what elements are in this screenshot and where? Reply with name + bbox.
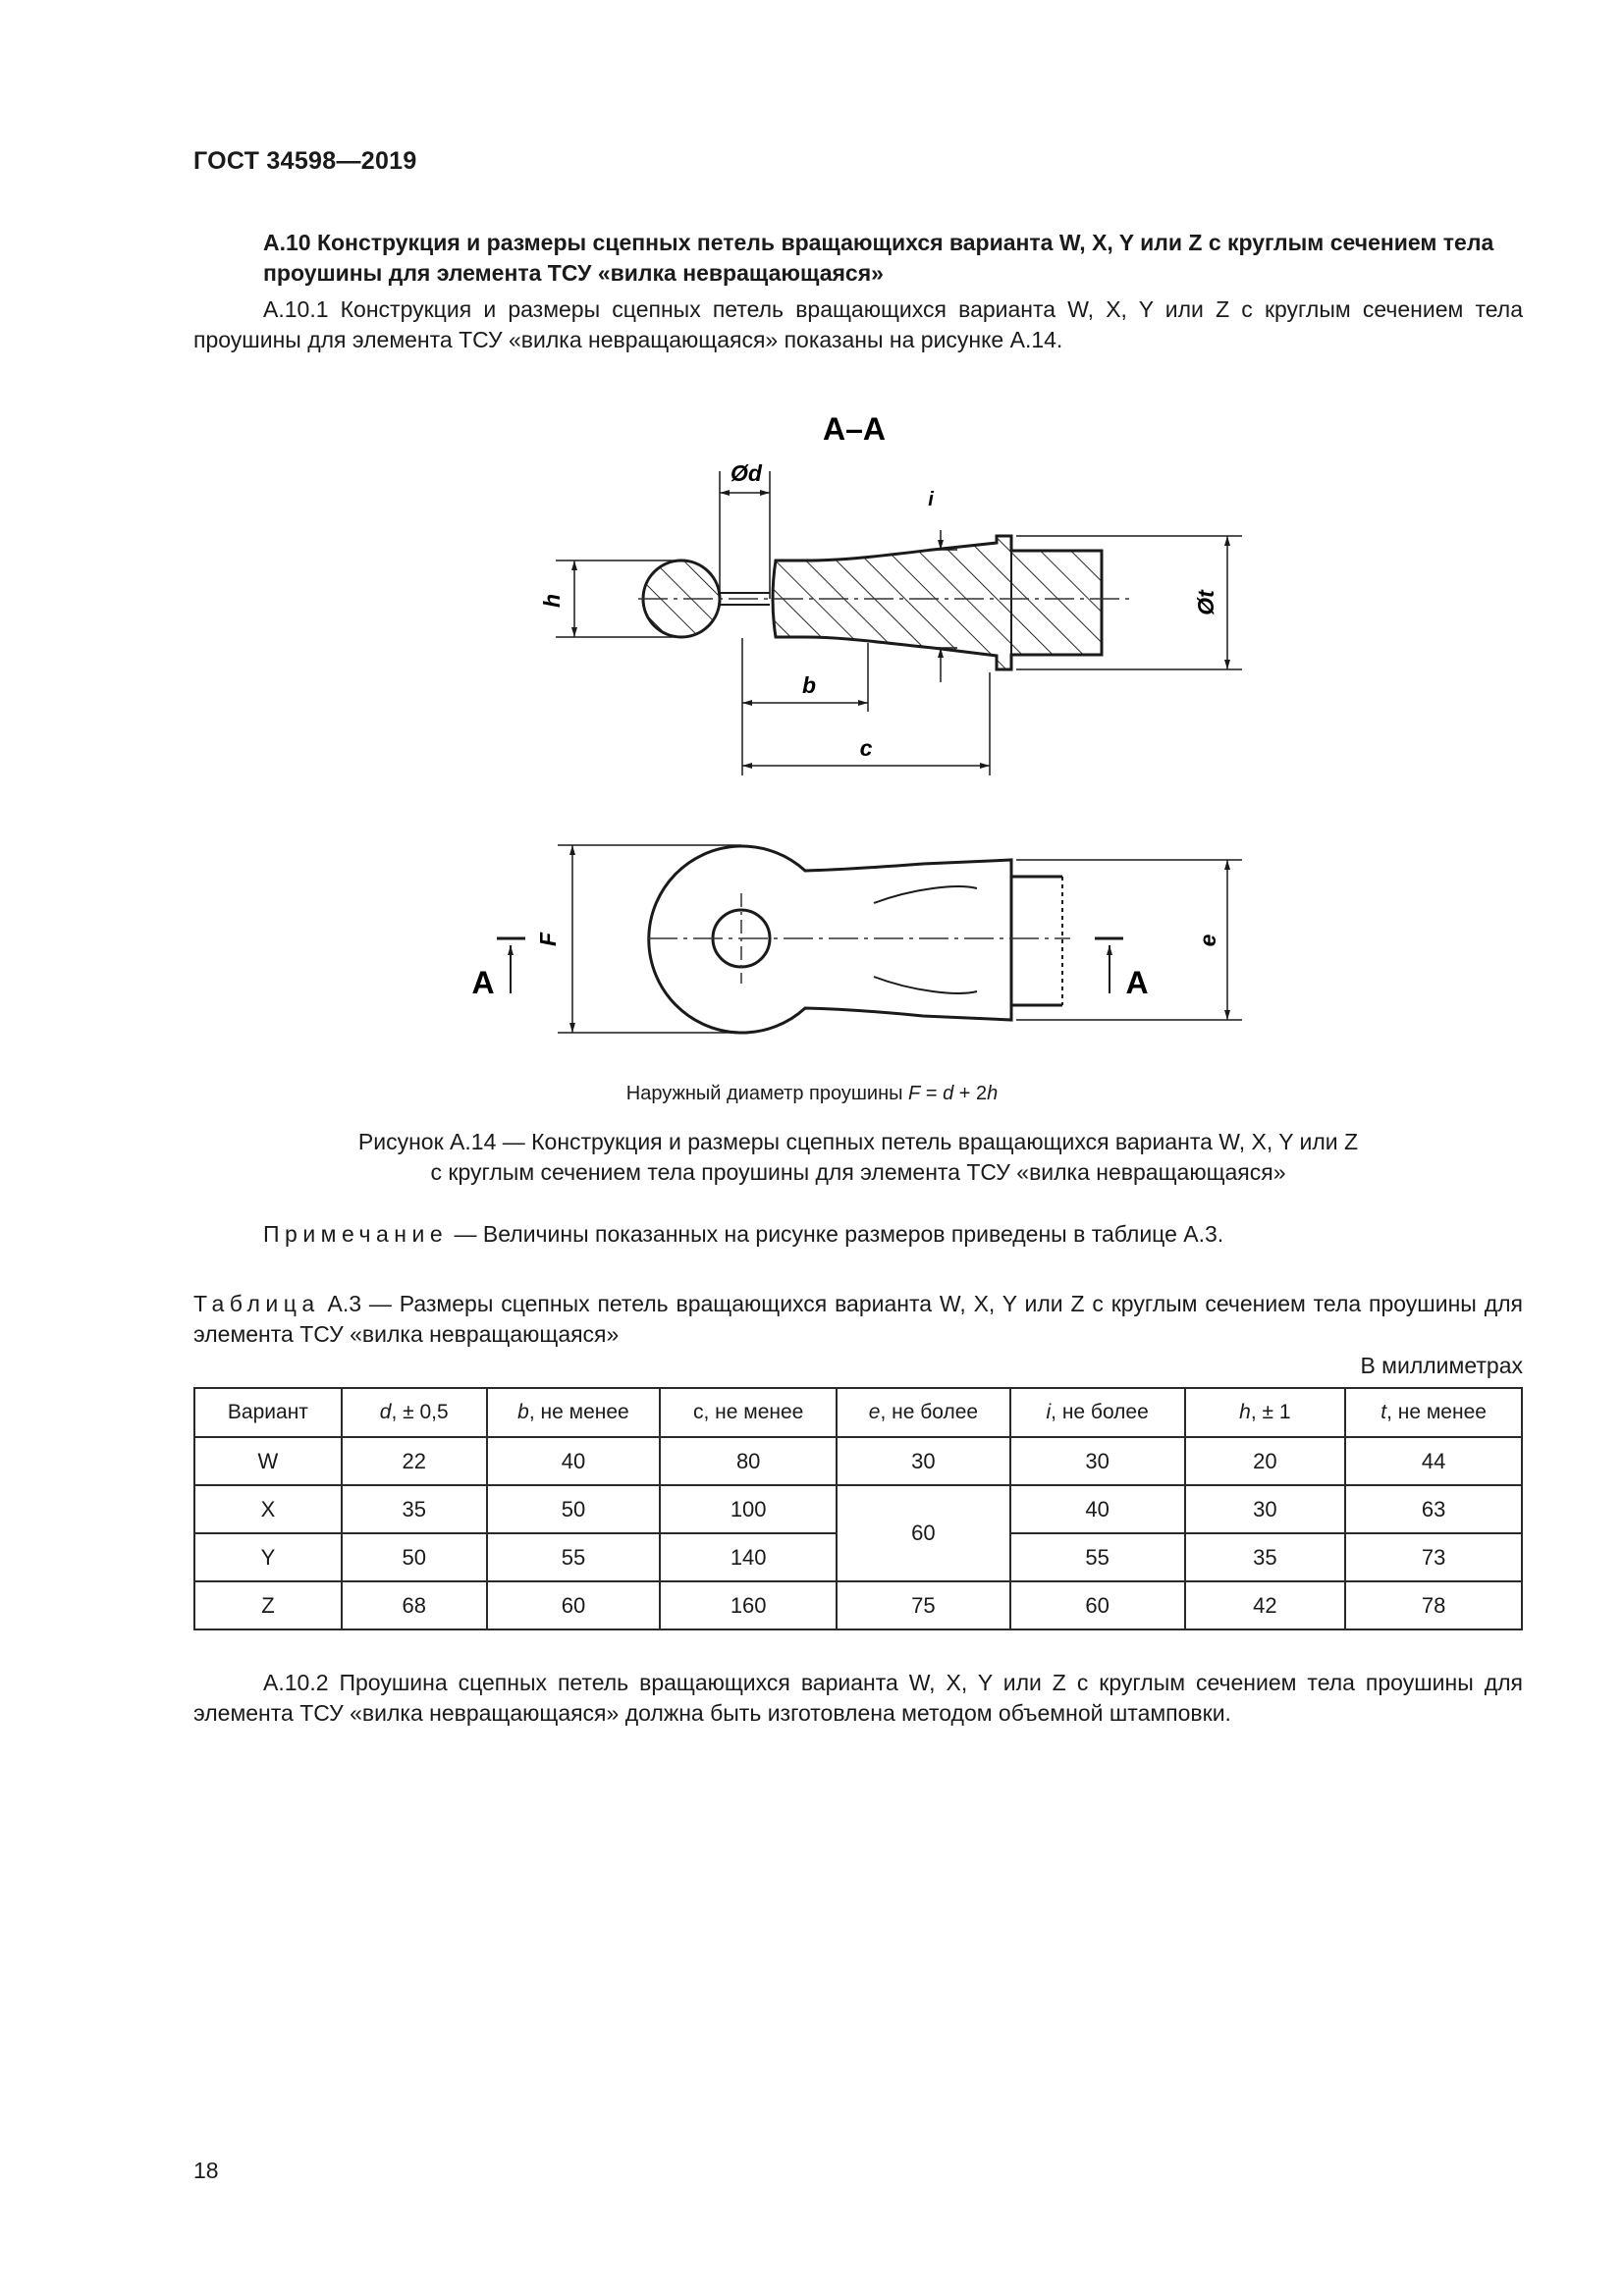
header-e: e, не более <box>837 1388 1010 1437</box>
table-cell: 40 <box>487 1437 661 1485</box>
table-cell: 75 <box>837 1581 1010 1629</box>
cut-label-left: А <box>471 965 495 1000</box>
dim-d <box>720 471 770 599</box>
note-text: — Величины показанных на рисунке размеров приведены в таблице А.3. <box>448 1221 1224 1247</box>
header-t: t, не менее <box>1345 1388 1522 1437</box>
paragraph-a10-1 <box>193 294 1523 355</box>
figure-subcaption: Наружный диаметр проушины F = d + 2h <box>625 1083 999 1104</box>
table-unit: В миллиметрах <box>1360 1353 1523 1378</box>
table-cell: 140 <box>660 1533 837 1581</box>
cut-marker-left <box>497 938 525 993</box>
dim-label-d: Ød <box>731 460 762 486</box>
section-label: А–А <box>822 411 887 447</box>
table-cell: 20 <box>1185 1437 1346 1485</box>
note <box>263 1221 1223 1248</box>
table-cell: 78 <box>1345 1581 1522 1629</box>
table-cell: 55 <box>1010 1533 1185 1581</box>
table-cell: 63 <box>1345 1485 1522 1533</box>
header-d: d, ± 0,5 <box>342 1388 487 1437</box>
table-cell: W <box>194 1437 342 1485</box>
table-cell: 30 <box>1185 1485 1346 1533</box>
table-cell: 68 <box>342 1581 487 1629</box>
dim-label-h: h <box>539 593 565 609</box>
table-header-row <box>194 1388 1522 1437</box>
table-cell: Z <box>194 1581 342 1629</box>
technical-drawing <box>0 398 1624 1065</box>
dim-label-F: F <box>535 932 561 947</box>
dim-label-t: Øt <box>1193 590 1218 615</box>
table-cell: 73 <box>1345 1533 1522 1581</box>
table-cell: 35 <box>342 1485 487 1533</box>
dim-label-i: i <box>928 489 934 510</box>
table-cell: 30 <box>837 1437 1010 1485</box>
note-label: Примечание <box>263 1221 449 1247</box>
table-cell: X <box>194 1485 342 1533</box>
cut-label-right: А <box>1125 965 1149 1000</box>
cut-marker-right <box>1095 938 1123 993</box>
header-h: h, ± 1 <box>1185 1388 1346 1437</box>
table-cell: 60 <box>487 1581 661 1629</box>
table-cell: 80 <box>660 1437 837 1485</box>
table-cell: 160 <box>660 1581 837 1629</box>
table-cell: 50 <box>342 1533 487 1581</box>
figure-caption-line1: Рисунок А.14 — Конструкция и размеры сцепных петель вращающихся варианта W, X, Y или Z <box>357 1129 1359 1154</box>
table-cell: 50 <box>487 1485 661 1533</box>
table-title-text: А.3 — Размеры сцепных петель вращающихся варианта W, X, Y или Z с круглым сечением тела проушины для элемента ТСУ «вилка невращающаяся» <box>193 1291 1523 1347</box>
paragraph-text: А.10.2 Проушина сцепных петель вращающихся варианта W, X, Y или Z с круглым сечением тела проушины для элемента ТСУ «вилка невращающаяся» должна быть изготовлена методом объемной штамповки. <box>193 1670 1523 1726</box>
section-title: А.10 Конструкция и размеры сцепных петель вращающихся варианта W, X, Y или Z с круглым сечением тела проушины для элемента ТСУ «вилка невращающаяся» <box>263 230 1494 286</box>
table-cell: 40 <box>1010 1485 1185 1533</box>
page-number: 18 <box>193 2158 219 2183</box>
table-title <box>193 1289 1523 1350</box>
dim-label-e: e <box>1195 934 1220 947</box>
table-row <box>194 1581 1522 1629</box>
section-view <box>643 536 1102 669</box>
figure-caption <box>193 1127 1523 1188</box>
plan-view <box>649 846 1062 1033</box>
table-cell: 42 <box>1185 1581 1346 1629</box>
table-row <box>194 1437 1522 1485</box>
table-row <box>194 1485 1522 1533</box>
header-c: с, не менее <box>660 1388 837 1437</box>
dim-label-b: b <box>801 672 817 698</box>
header-variant: Вариант <box>194 1388 342 1437</box>
table-cell: 44 <box>1345 1437 1522 1485</box>
table-cell: 35 <box>1185 1533 1346 1581</box>
table-cell: 100 <box>660 1485 837 1533</box>
table-cell: Y <box>194 1533 342 1581</box>
header-i: i, не более <box>1010 1388 1185 1437</box>
figure-caption-line2: с круглым сечением тела проушины для элемента ТСУ «вилка невращающаяся» <box>430 1159 1286 1185</box>
table-cell: 30 <box>1010 1437 1185 1485</box>
table-label: Таблица <box>193 1291 320 1316</box>
table-cell: 22 <box>342 1437 487 1485</box>
header-b: b, не менее <box>487 1388 661 1437</box>
paragraph-text: А.10.1 Конструкция и размеры сцепных петель вращающихся варианта W, X, Y или Z с круглым сечением тела проушины для элемента ТСУ «вилка невращающаяся» показаны на рисунке А.14. <box>193 296 1523 352</box>
dimensions-table <box>193 1387 1523 1630</box>
table-cell: 60 <box>1010 1581 1185 1629</box>
table-cell-merged: 60 <box>837 1485 1010 1581</box>
dim-label-c: c <box>859 735 873 761</box>
table-cell: 55 <box>487 1533 661 1581</box>
paragraph-a10-2 <box>193 1668 1523 1729</box>
document-header: ГОСТ 34598—2019 <box>193 147 417 175</box>
